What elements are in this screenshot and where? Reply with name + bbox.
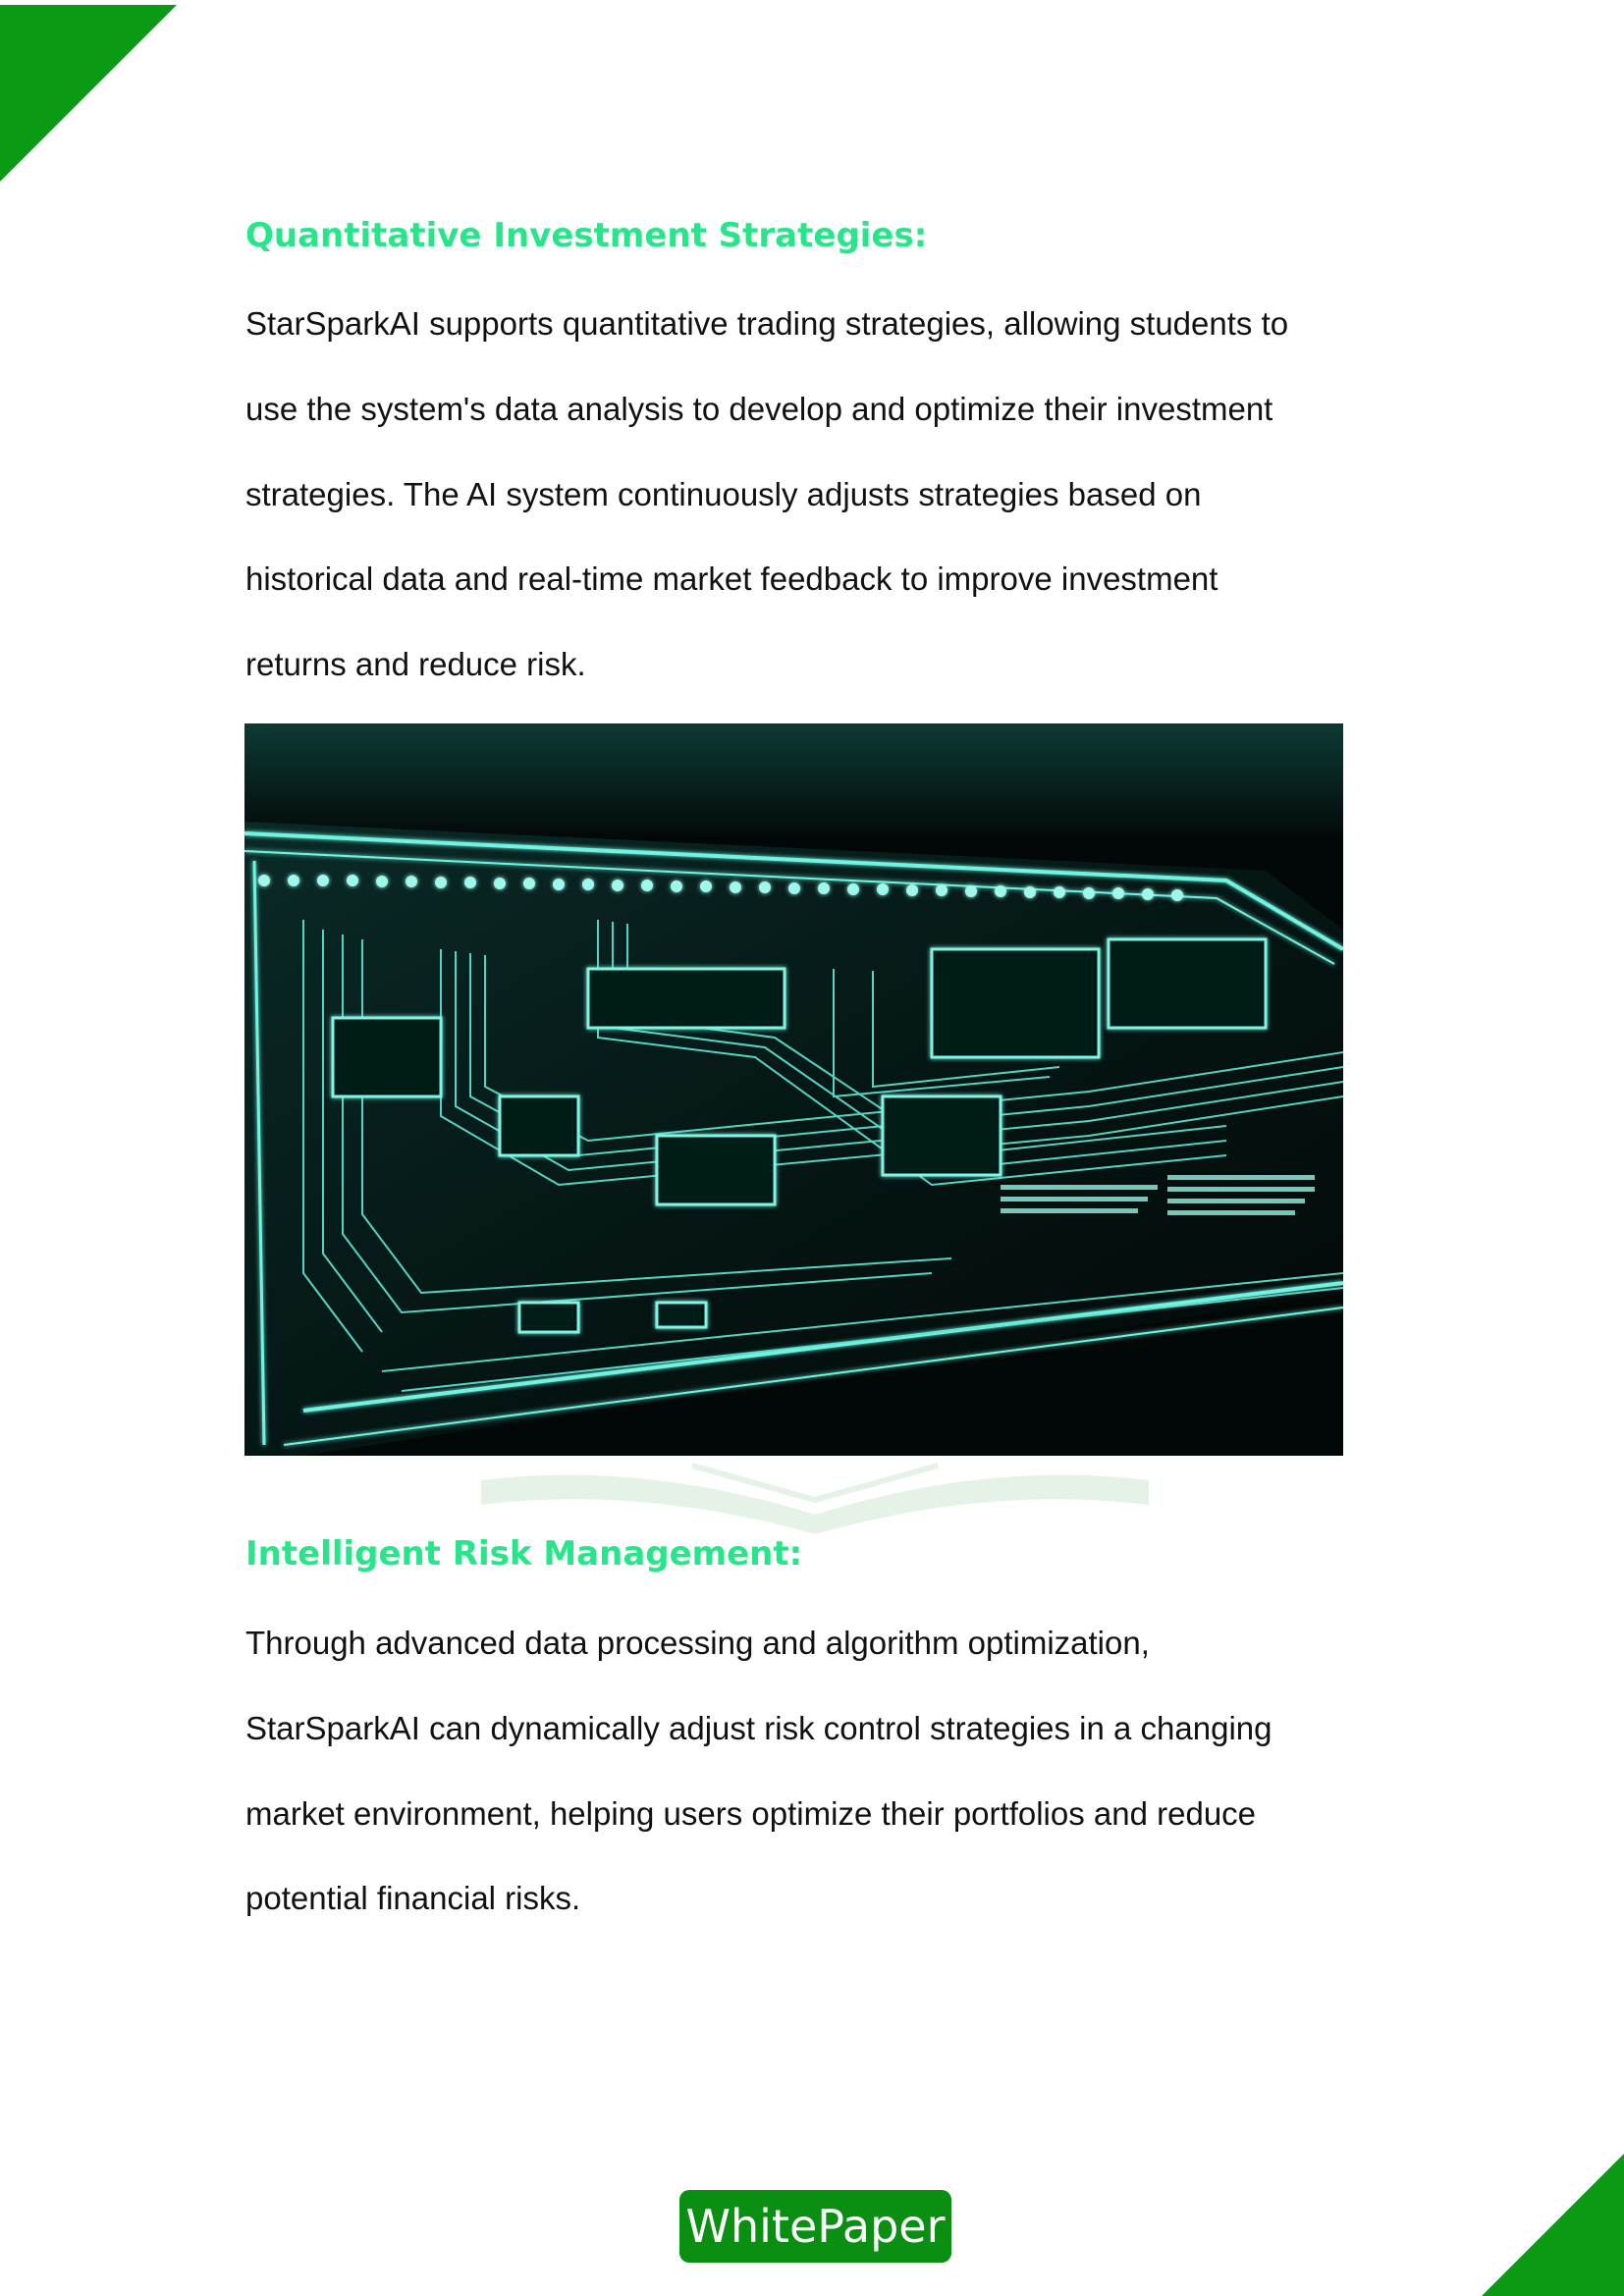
circuit-board-image <box>244 723 1343 1456</box>
corner-triangle-top-left <box>0 0 177 182</box>
whitepaper-logo: WhitePaper <box>679 2190 951 2263</box>
body-line: StarSparkAI supports quantitative trading strategies, allowing students to <box>245 305 1289 342</box>
section-body-quantitative <box>245 282 1394 708</box>
body-line: market environment, helping users optimize their portfolios and reduce <box>245 1794 1257 1832</box>
body-line: potential financial risks. <box>245 1880 581 1917</box>
body-line: use the system's data analysis to develop and optimize their investment <box>245 390 1273 427</box>
corner-triangle-bottom-right <box>1482 2154 1624 2296</box>
body-line: strategies. The AI system continuously adjusts strategies based on <box>245 475 1202 512</box>
section-body-risk-management <box>245 1601 1394 1942</box>
body-line: Through advanced data processing and algorithm optimization, <box>245 1625 1150 1661</box>
body-line: StarSparkAI can dynamically adjust risk control strategies in a changing <box>245 1709 1272 1746</box>
body-line: historical data and real-time market feedback to improve investment <box>245 561 1218 598</box>
section-heading-risk-management: Intelligent Risk Management: <box>245 1534 803 1574</box>
section-heading-quantitative: Quantitative Investment Strategies: <box>245 216 928 255</box>
body-line: returns and reduce risk. <box>245 646 586 683</box>
book-watermark-icon <box>476 1456 1154 1534</box>
